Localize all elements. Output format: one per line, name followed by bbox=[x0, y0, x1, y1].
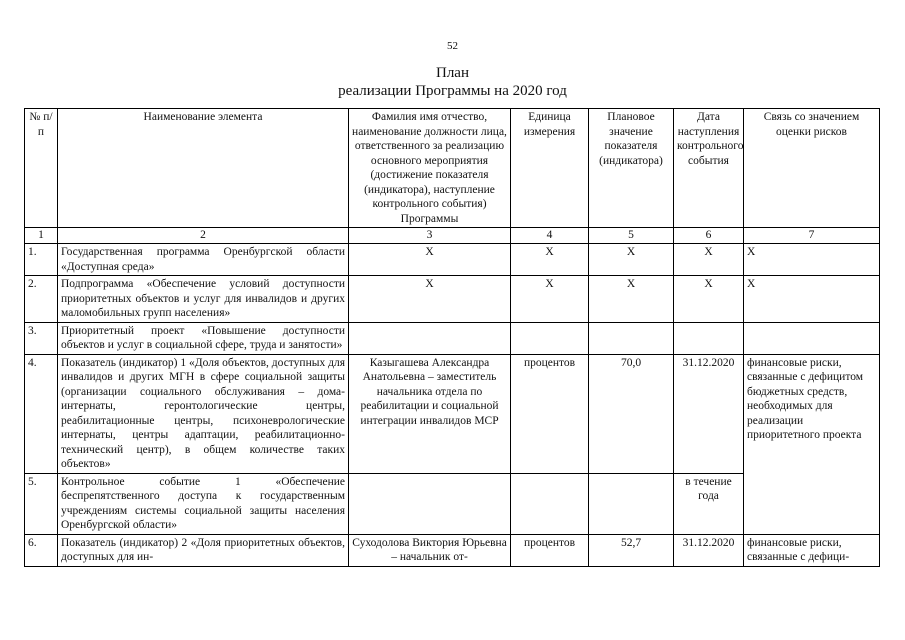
row-responsible bbox=[349, 473, 511, 534]
table-row bbox=[25, 276, 880, 323]
row-value: Х bbox=[589, 276, 674, 323]
row-name: Показатель (индикатор) 2 «Доля приоритетных объектов, доступных для ин- bbox=[58, 534, 349, 566]
row-name: Контрольное событие 1 «Обеспечение беспрепятственного доступа к государственным учреждениям системы социальной защиты населения Оренбургской области» bbox=[58, 473, 349, 534]
plan-table bbox=[24, 108, 880, 567]
row-value bbox=[589, 322, 674, 354]
column-number: 5 bbox=[589, 228, 674, 244]
col-header-responsible: Фамилия имя отчество, наименование должности лица, ответственного за реализацию основного мероприятия (достижение показателя (индикатора), наступление контрольного события) Программы bbox=[349, 109, 511, 228]
row-risk: Х bbox=[744, 276, 880, 323]
row-unit: Х bbox=[511, 244, 589, 276]
row-unit bbox=[511, 473, 589, 534]
table-row bbox=[25, 534, 880, 566]
title-line-1: План bbox=[435, 65, 469, 81]
row-unit: процентов bbox=[511, 534, 589, 566]
col-header-num: № п/п bbox=[25, 109, 58, 228]
row-name: Подпрограмма «Обеспечение условий доступности приоритетных объектов и услуг для инвалидов и других маломобильных групп населения» bbox=[58, 276, 349, 323]
row-num: 1. bbox=[25, 244, 58, 276]
row-date: в течение года bbox=[674, 473, 744, 534]
row-name: Приоритетный проект «Повышение доступности объектов и услуг в социальной сфере, труда и занятости» bbox=[58, 322, 349, 354]
row-num: 6. bbox=[25, 534, 58, 566]
col-header-date: Дата наступления контрольного события bbox=[674, 109, 744, 228]
col-header-value: Плановое значение показателя (индикатора) bbox=[589, 109, 674, 228]
document-title bbox=[0, 64, 905, 100]
column-number: 4 bbox=[511, 228, 589, 244]
table-row bbox=[25, 244, 880, 276]
col-header-name: Наименование элемента bbox=[58, 109, 349, 228]
row-num: 3. bbox=[25, 322, 58, 354]
row-unit: Х bbox=[511, 276, 589, 323]
row-name: Показатель (индикатор) 1 «Доля объектов, доступных для инвалидов и других МГН в сфере социальной защиты (организации социального обслуживания – дома-интернаты, геронтологические центры, реабилитационные центры, психоневрологические интернаты, центры адаптации, реабилитационно-технический центр), в общем количестве таких объектов» bbox=[58, 354, 349, 473]
table-row bbox=[25, 354, 880, 473]
row-responsible: Х bbox=[349, 244, 511, 276]
row-date: 31.12.2020 bbox=[674, 354, 744, 473]
row-unit: процентов bbox=[511, 354, 589, 473]
row-value: Х bbox=[589, 244, 674, 276]
row-name: Государственная программа Оренбургской области «Доступная среда» bbox=[58, 244, 349, 276]
page-number: 52 bbox=[447, 40, 458, 52]
row-date: 31.12.2020 bbox=[674, 534, 744, 566]
row-risk bbox=[744, 322, 880, 354]
row-responsible bbox=[349, 322, 511, 354]
column-number: 7 bbox=[744, 228, 880, 244]
title-line-2: реализации Программы на 2020 год bbox=[338, 83, 567, 99]
column-number: 1 bbox=[25, 228, 58, 244]
column-number: 3 bbox=[349, 228, 511, 244]
row-risk: финансовые риски, связанные с дефици- bbox=[744, 534, 880, 566]
table-header-row bbox=[25, 109, 880, 228]
row-date: Х bbox=[674, 244, 744, 276]
column-number-row bbox=[25, 228, 880, 244]
col-header-risk: Связь со значением оценки рисков bbox=[744, 109, 880, 228]
row-num: 4. bbox=[25, 354, 58, 473]
row-num: 2. bbox=[25, 276, 58, 323]
row-responsible: Казыгашева Александра Анатольевна – заместитель начальника отдела по реабилитации и социальной интеграции инвалидов МСР bbox=[349, 354, 511, 473]
column-number: 2 bbox=[58, 228, 349, 244]
col-header-unit: Единица измерения bbox=[511, 109, 589, 228]
row-value: 70,0 bbox=[589, 354, 674, 473]
table-row bbox=[25, 322, 880, 354]
row-date: Х bbox=[674, 276, 744, 323]
column-number: 6 bbox=[674, 228, 744, 244]
row-num: 5. bbox=[25, 473, 58, 534]
row-value: 52,7 bbox=[589, 534, 674, 566]
row-date bbox=[674, 322, 744, 354]
row-responsible: Х bbox=[349, 276, 511, 323]
row-unit bbox=[511, 322, 589, 354]
row-value bbox=[589, 473, 674, 534]
row-risk: финансовые риски, связанные с дефицитом бюджетных средств, необходимых для реализации приоритетного проекта bbox=[744, 354, 880, 534]
row-responsible: Суходолова Виктория Юрьевна – начальник от- bbox=[349, 534, 511, 566]
row-risk: Х bbox=[744, 244, 880, 276]
